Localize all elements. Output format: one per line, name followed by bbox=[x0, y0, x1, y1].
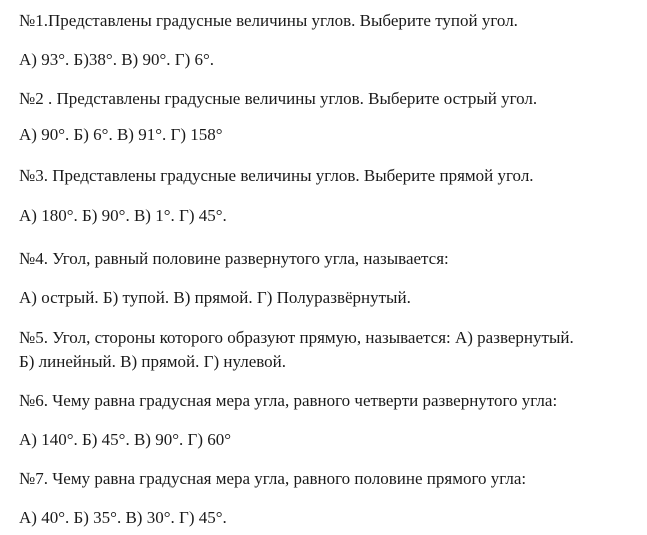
question-6-answers: А) 140°. Б) 45°. В) 90°. Г) 60° bbox=[19, 430, 232, 449]
question-5-text-line-1: №5. Угол, стороны которого образуют прямую, называется: А) развернутый. bbox=[19, 328, 574, 347]
question-6-text: №6. Чему равна градусная мера угла, равного четверти развернутого угла: bbox=[19, 391, 558, 410]
question-2-answers: А) 90°. Б) 6°. В) 91°. Г) 158° bbox=[19, 125, 223, 144]
question-4-answers: А) острый. Б) тупой. В) прямой. Г) Полуразвёрнутый. bbox=[19, 288, 411, 307]
question-7-text: №7. Чему равна градусная мера угла, равного половине прямого угла: bbox=[19, 469, 527, 488]
question-2-text: №2 . Представлены градусные величины углов. Выберите острый угол. bbox=[19, 89, 538, 108]
question-3-answers: А) 180°. Б) 90°. В) 1°. Г) 45°. bbox=[19, 206, 227, 225]
question-5-text-line-2: Б) линейный. В) прямой. Г) нулевой. bbox=[19, 352, 287, 371]
question-1-answers: А) 93°. Б)38°. В) 90°. Г) 6°. bbox=[19, 50, 215, 69]
question-3-text: №3. Представлены градусные величины углов. Выберите прямой угол. bbox=[19, 166, 534, 185]
question-7-answers: А) 40°. Б) 35°. В) 30°. Г) 45°. bbox=[19, 508, 227, 527]
question-4-text: №4. Угол, равный половине развернутого угла, называется: bbox=[19, 249, 449, 268]
question-1-text: №1.Представлены градусные величины углов. Выберите тупой угол. bbox=[19, 11, 518, 30]
